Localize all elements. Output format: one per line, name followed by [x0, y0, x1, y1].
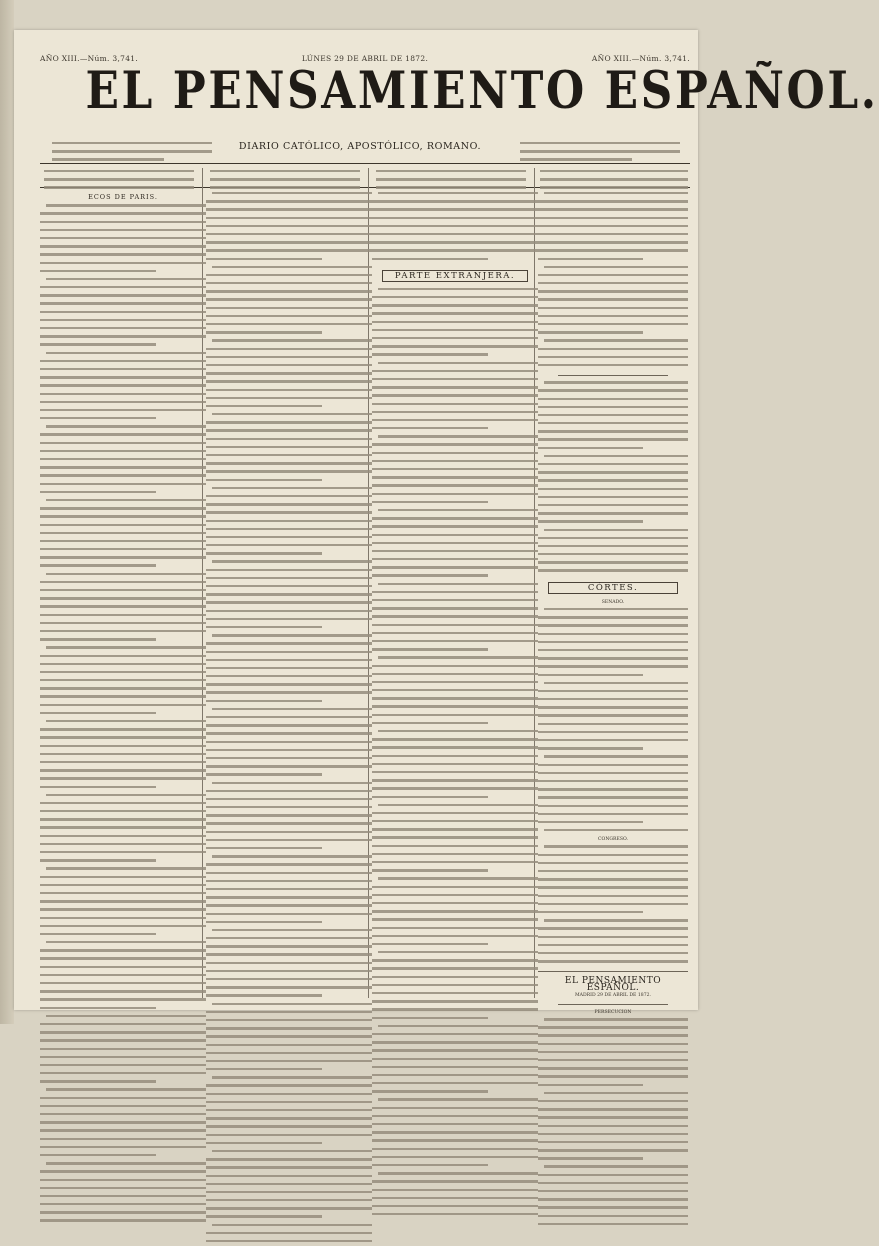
issue-date: LÚNES 29 DE ABRIL DE 1872. — [301, 54, 429, 63]
col4-divider-3 — [558, 1004, 668, 1005]
senado-heading: SENADO. — [601, 599, 625, 605]
body-text-block — [206, 192, 372, 1246]
parte-extranjera-heading: PARTE EXTRANJERA. — [382, 270, 528, 282]
body-text-block — [538, 608, 688, 835]
cortes-heading: CÓRTES. — [548, 582, 678, 594]
persecucion-heading: PERSECUCION — [594, 1009, 632, 1015]
subscription-extra — [540, 168, 688, 193]
column-3 — [372, 190, 538, 1000]
subscription-provinces — [210, 168, 360, 193]
column-1 — [40, 190, 206, 1000]
congreso-heading: CONGRESO. — [598, 837, 628, 843]
col4-divider-1 — [558, 375, 668, 376]
masthead-subtitle: DIARIO CATÓLICO, APOSTÓLICO, ROMANO. — [238, 141, 482, 152]
masthead-rule — [40, 163, 690, 164]
body-text-block — [538, 845, 688, 966]
col4-divider-2 — [538, 971, 688, 972]
masthead-title: EL PENSAMIENTO ESPAÑOL. — [85, 61, 879, 121]
body-text-block — [538, 1018, 688, 1229]
page-left-edge — [0, 0, 14, 1024]
column-4 — [538, 190, 688, 1015]
ecos-de-paris-heading: ECOS DE PARIS. — [88, 193, 158, 201]
body-text-block — [538, 192, 688, 370]
body-text-block — [40, 204, 206, 1225]
editorial-title: EL PENSAMIENTO ESPAÑOL. — [564, 976, 662, 993]
masthead-left-notice — [52, 140, 212, 165]
body-text-block — [372, 192, 538, 264]
editorial-date: MADRID 29 DE ABRIL DE 1872. — [574, 992, 652, 998]
subscription-points — [376, 168, 526, 193]
masthead-right-notice — [520, 140, 680, 165]
body-text-block — [372, 288, 538, 1219]
issue-right: AÑO XIII.—Núm. 3,741. — [591, 54, 690, 63]
column-2 — [206, 190, 372, 1000]
issue-left: AÑO XIII.—Núm. 3,741. — [40, 54, 139, 63]
subscription-prices — [44, 168, 194, 193]
body-text-block — [538, 381, 688, 576]
